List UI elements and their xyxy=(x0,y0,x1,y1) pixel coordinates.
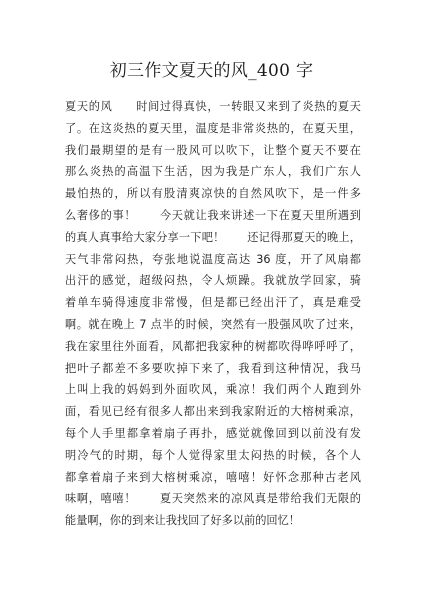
essay-line: 面，看见已经有很多人都出来到我家附近的大榕树乘凉， xyxy=(65,405,361,419)
essay-line: 天气非常闷热，夸张地说温度高达 36 度，开了风扇都 xyxy=(65,252,361,266)
essay-line: 味啊，嘻嘻！ 夏天突然来的凉风真是带给我们无限的 xyxy=(65,492,361,506)
document-title: 初三作文夏天的风_400 字 xyxy=(109,61,314,81)
essay-line: 每个人手里都拿着扇子再扑，感觉就像回到以前没有发 xyxy=(65,426,361,440)
essay-line: 明冷气的时期，每个人觉得家里太闷热的时候，各个人 xyxy=(65,448,361,462)
essay-body xyxy=(65,96,361,532)
essay-line: 那么炎热的高温下生活，因为我是广东人，我们广东人 xyxy=(65,165,361,179)
essay-line: 了。在这炎热的夏天里，温度是非常炎热的，在夏天里， xyxy=(65,121,361,135)
essay-line: 夏天的风 时间过得真快，一转眼又来到了炎热的夏天 xyxy=(65,100,361,113)
essay-line: 把叶子都差不多要吹掉下来了，我看到这种情况，我马 xyxy=(65,361,361,375)
essay-line: 么奢侈的事！ 今天就让我来讲述一下在夏天里所遇到 xyxy=(65,208,361,222)
essay-line: 我在家里往外面看，风都把我家种的树都吹得哗呼呼了， xyxy=(65,339,361,353)
essay-line: 啊。就在晚上 7 点半的时候，突然有一股强风吹了过来， xyxy=(65,317,361,331)
essay-line: 最怕热的，所以有股清爽凉快的自然风吹下，是一件多 xyxy=(65,187,361,201)
essay-line: 上叫上我的妈妈到外面吹风，乘凉！我们两个人跑到外 xyxy=(65,383,361,397)
essay-line: 着单车骑得速度非常慢，但是都已经出汗了，真是难受 xyxy=(65,296,361,310)
essay-line: 能量啊，你的到来让我找回了好多以前的回忆！ xyxy=(65,514,300,528)
essay-line: 的真人真事给大家分享一下吧！ 还记得那夏天的晚上， xyxy=(65,230,361,244)
essay-line: 我们最期望的是有一股风可以吹下，让整个夏天不要在 xyxy=(65,143,361,157)
essay-line: 出汗的感觉，超级闷热，令人烦躁。我就放学回家，骑 xyxy=(65,274,361,288)
essay-line: 都拿着扇子来到大榕树乘凉，嘻嘻！好怀念那种古老风 xyxy=(65,470,361,484)
